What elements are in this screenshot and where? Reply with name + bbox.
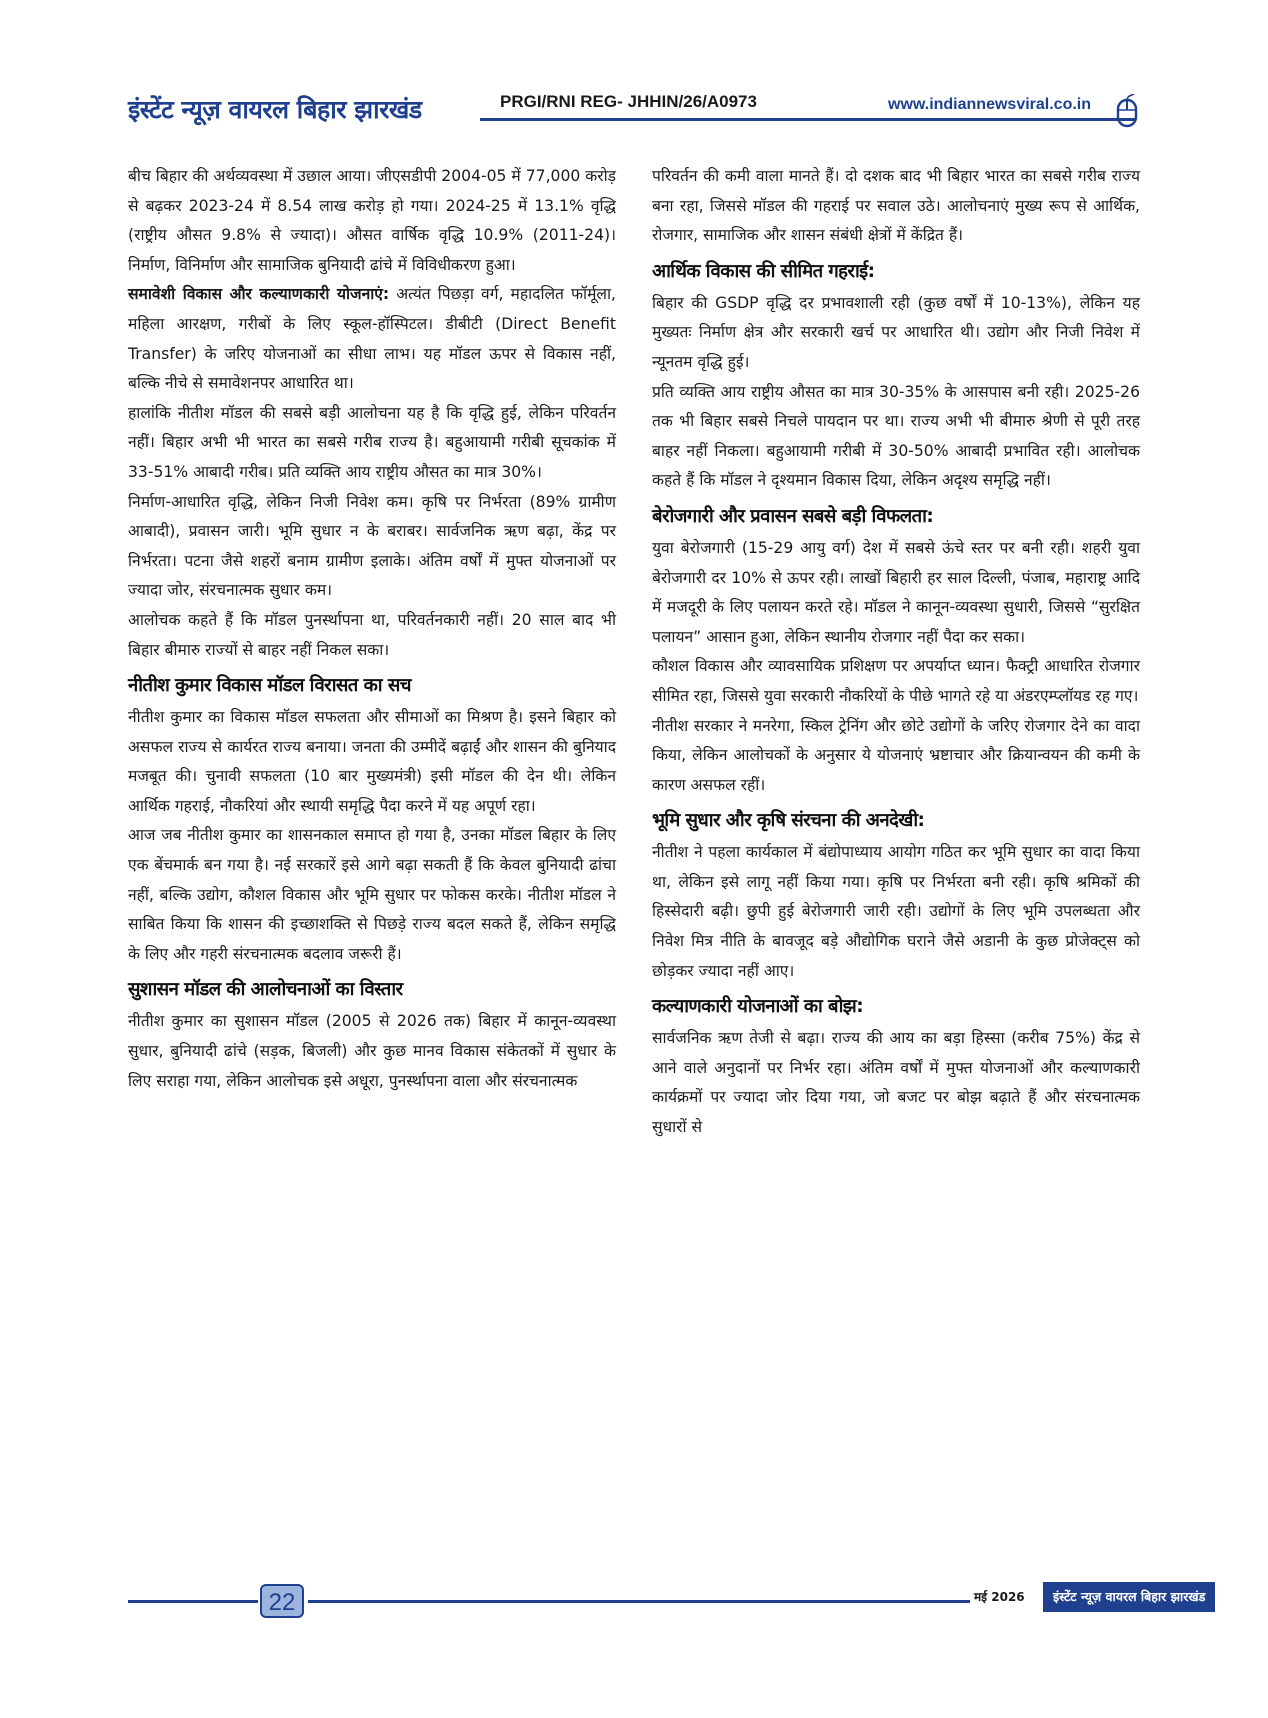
article-paragraph: नीतीश ने पहला कार्यकाल में बंद्योपाध्याय आयोग गठित कर भूमि सुधार का वादा किया था, लेकिन इसे लागू नहीं किया गया। कृषि पर निर्भरता बनी रही। कृषि श्रमिकों की हिस्सेदारी बढ़ी। छुपी हुई बेरोजगारी जारी रही। उद्योगों के लिए भूमि उपलब्धता और निवेश मित्र नीति के बावजूद बड़े औद्योगिक घराने जैसे अडानी के कुछ प्रोजेक्ट्स को छोड़कर ज्यादा नहीं आए। — [652, 843, 1140, 980]
article-paragraph: सार्वजनिक ऋण तेजी से बढ़ा। राज्य की आय का बड़ा हिस्सा (करीब 75%) केंद्र से आने वाले अनुदानों पर निर्भर रहा। अंतिम वर्षों में मुफ्त योजनाओं और कल्याणकारी कार्यक्रमों पर ज्यादा जोर दिया गया, जो बजट पर बोझ बढ़ाते हैं और संरचनात्मक सुधारों से — [652, 1029, 1140, 1137]
footer-rule-right — [308, 1600, 970, 1603]
section-heading: सुशासन मॉडल की आलोचनाओं का विस्तार — [128, 979, 403, 1001]
article-paragraph: हालांकि नीतीश मॉडल की सबसे बड़ी आलोचना यह है कि वृद्धि हुई, लेकिन परिवर्तन नहीं। बिहार अभी भी भारत का सबसे गरीब राज्य है। बहुआयामी गरीबी सूचकांक में 33-51% आबादी गरीब। प्रति व्यक्ति आय राष्ट्रीय औसत का मात्र 30%। — [128, 403, 616, 481]
article-paragraph: निर्माण-आधारित वृद्धि, लेकिन निजी निवेश कम। कृषि पर निर्भरता (89% ग्रामीण आबादी), प्रवासन जारी। भूमि सुधार न के बराबर। सार्वजनिक ऋण बढ़ा, केंद्र पर निर्भरता। पटना जैसे शहरों बनाम ग्रामीण इलाके। अंतिम वर्षों में मुफ्त योजनाओं पर ज्यादा जोर, संरचनात्मक सुधार कम। — [128, 492, 616, 600]
article-paragraph: आज जब नीतीश कुमार का शासनकाल समाप्त हो गया है, उनका मॉडल बिहार के लिए एक बेंचमार्क बन गया है। नई सरकारें इसे आगे बढ़ा सकती हैं कि केवल बुनियादी ढांचा नहीं, बल्कि उद्योग, कौशल विकास और भूमि सुधार पर फोकस करके। नीतीश मॉडल ने साबित किया कि शासन की इच्छाशक्ति से पिछड़े राज्य बदल सकते हैं, लेकिन समृद्धि के लिए और गहरी संरचनात्मक बदलाव जरूरी हैं। — [128, 826, 616, 963]
article-paragraph: नीतीश कुमार का सुशासन मॉडल (2005 से 2026 तक) बिहार में कानून-व्यवस्था सुधार, बुनियादी ढांचे (सड़क, बिजली) और कुछ मानव विकास संकेतकों में सुधार के लिए सराहा गया, लेकिन आलोचक इसे अधूरा, पुनर्स्थापना वाला और संरचनात्मक — [128, 1012, 616, 1090]
article-paragraph: नीतीश सरकार ने मनरेगा, स्किल ट्रेनिंग और छोटे उद्योगों के जरिए रोजगार देने का वादा किया, लेकिन आलोचकों के अनुसार ये योजनाएं भ्रष्टाचार और क्रियान्वयन की कमी के कारण असफल रहीं। — [652, 716, 1140, 794]
page-footer — [128, 1582, 1206, 1622]
article-paragraph: बिहार की GSDP वृद्धि दर प्रभावशाली रही (कुछ वर्षों में 10-13%), लेकिन यह मुख्यतः निर्माण क्षेत्र और सरकारी खर्च पर आधारित थी। उद्योग और निजी निवेश में न्यूनतम वृद्धि हुई। — [652, 293, 1140, 371]
paragraph-body: अत्यंत पिछड़ा वर्ग, महादलित फॉर्मूला, महिला आरक्षण, गरीबों के लिए स्कूल-हॉस्पिटल। डीबीटी (Direct Benefit Transfer) के जरिए योजनाओं का सीधा लाभ। यह मॉडल ऊपर से विकास नहीं, बल्कि नीचे से समावेशनपर आधारित था। — [128, 285, 616, 393]
article-paragraph — [128, 280, 616, 398]
article-paragraph: नीतीश कुमार का विकास मॉडल सफलता और सीमाओं का मिश्रण है। इसने बिहार को असफल राज्य से कार्यरत राज्य बनाया। जनता की उम्मीदें बढ़ाईं और शासन की बुनियाद मजबूत की। चुनावी सफलता (10 बार मुख्यमंत्री) इसी मॉडल की देन थी। लेकिन आर्थिक गहराई, नौकरियां और स्थायी समृद्धि पैदा करने में यह अपूर्ण रहा। — [128, 708, 616, 815]
right-column — [652, 162, 1140, 1143]
header-rule — [480, 118, 1135, 121]
registration-number: PRGI/RNI REG- JHHIN/26/A0973 — [500, 92, 757, 111]
page-header — [128, 92, 1140, 132]
article-paragraph: बीच बिहार की अर्थव्यवस्था में उछाल आया। जीएसडीपी 2004-05 में 77,000 करोड़ से बढ़कर 2023-24 में 8.54 लाख करोड़ हो गया। 2024-25 में 13.1% वृद्धि (राष्ट्रीय औसत 9.8% से ज्यादा)। औसत वार्षिक वृद्धि 10.9% (2011-24)। निर्माण, विनिर्माण और सामाजिक बुनियादी ढांचे में विविधीकरण हुआ। — [128, 167, 616, 274]
article-paragraph: आलोचक कहते हैं कि मॉडल पुनर्स्थापना था, परिवर्तनकारी नहीं। 20 साल बाद भी बिहार बीमारु राज्यों से बाहर नहीं निकल सका। — [128, 610, 616, 659]
section-heading: आर्थिक विकास की सीमित गहराई: — [652, 260, 875, 282]
website-url: www.indiannewsviral.co.in — [888, 96, 1092, 113]
page-number: 22 — [260, 1584, 304, 1618]
section-heading: भूमि सुधार और कृषि संरचना की अनदेखी: — [652, 810, 925, 832]
left-column — [128, 162, 616, 1096]
section-heading: बेरोजगारी और प्रवासन सबसे बड़ी विफलता: — [652, 505, 934, 527]
masthead-title: इंस्टेंट न्यूज़ वायरल बिहार झारखंड — [128, 95, 422, 124]
footer-brand: इंस्टेंट न्यूज़ वायरल बिहार झारखंड — [1043, 1582, 1215, 1612]
article-paragraph: युवा बेरोजगारी (15-29 आयु वर्ग) देश में सबसे ऊंचे स्तर पर बनी रही। शहरी युवा बेरोजगारी दर 10% से ऊपर रही। लाखों बिहारी हर साल दिल्ली, पंजाब, महाराष्ट्र आदि में मजदूरी के लिए पलायन करते रहे। मॉडल ने कानून-व्यवस्था सुधारी, जिससे “सुरक्षित पलायन” आसान हुआ, लेकिन स्थानीय रोजगार नहीं पैदा कर सका। — [652, 538, 1140, 646]
mouse-icon — [1114, 94, 1140, 128]
article-paragraph: परिवर्तन की कमी वाला मानते हैं। दो दशक बाद भी बिहार भारत का सबसे गरीब राज्य बना रहा, जिससे मॉडल की गहराई पर सवाल उठे। आलोचनाएं मुख्य रूप से आर्थिक, रोजगार, सामाजिक और शासन संबंधी क्षेत्रों में केंद्रित हैं। — [652, 167, 1140, 245]
paragraph-lead: समावेशी विकास और कल्याणकारी योजनाएं: — [128, 285, 390, 304]
issue-date: मई 2026 — [974, 1590, 1025, 1604]
section-heading: कल्याणकारी योजनाओं का बोझ: — [652, 996, 863, 1018]
article-paragraph: प्रति व्यक्ति आय राष्ट्रीय औसत का मात्र 30-35% के आसपास बनी रही। 2025-26 तक भी बिहार सबसे निचले पायदान पर था। राज्य अभी भी बीमारु श्रेणी से पूरी तरह बाहर नहीं निकला। बहुआयामी गरीबी में 30-50% आबादी प्रभावित रही। आलोचक कहते हैं कि मॉडल ने दृश्यमान विकास दिया, लेकिन अदृश्य समृद्धि नहीं। — [652, 382, 1140, 490]
section-heading: नीतीश कुमार विकास मॉडल विरासत का सच — [128, 675, 411, 697]
article-paragraph: कौशल विकास और व्यावसायिक प्रशिक्षण पर अपर्याप्त ध्यान। फैक्ट्री आधारित रोजगार सीमित रहा, जिससे युवा सरकारी नौकरियों के पीछे भागते रहे या अंडरएम्प्लॉयड रह गए। — [652, 657, 1140, 705]
footer-rule-left — [128, 1600, 258, 1603]
